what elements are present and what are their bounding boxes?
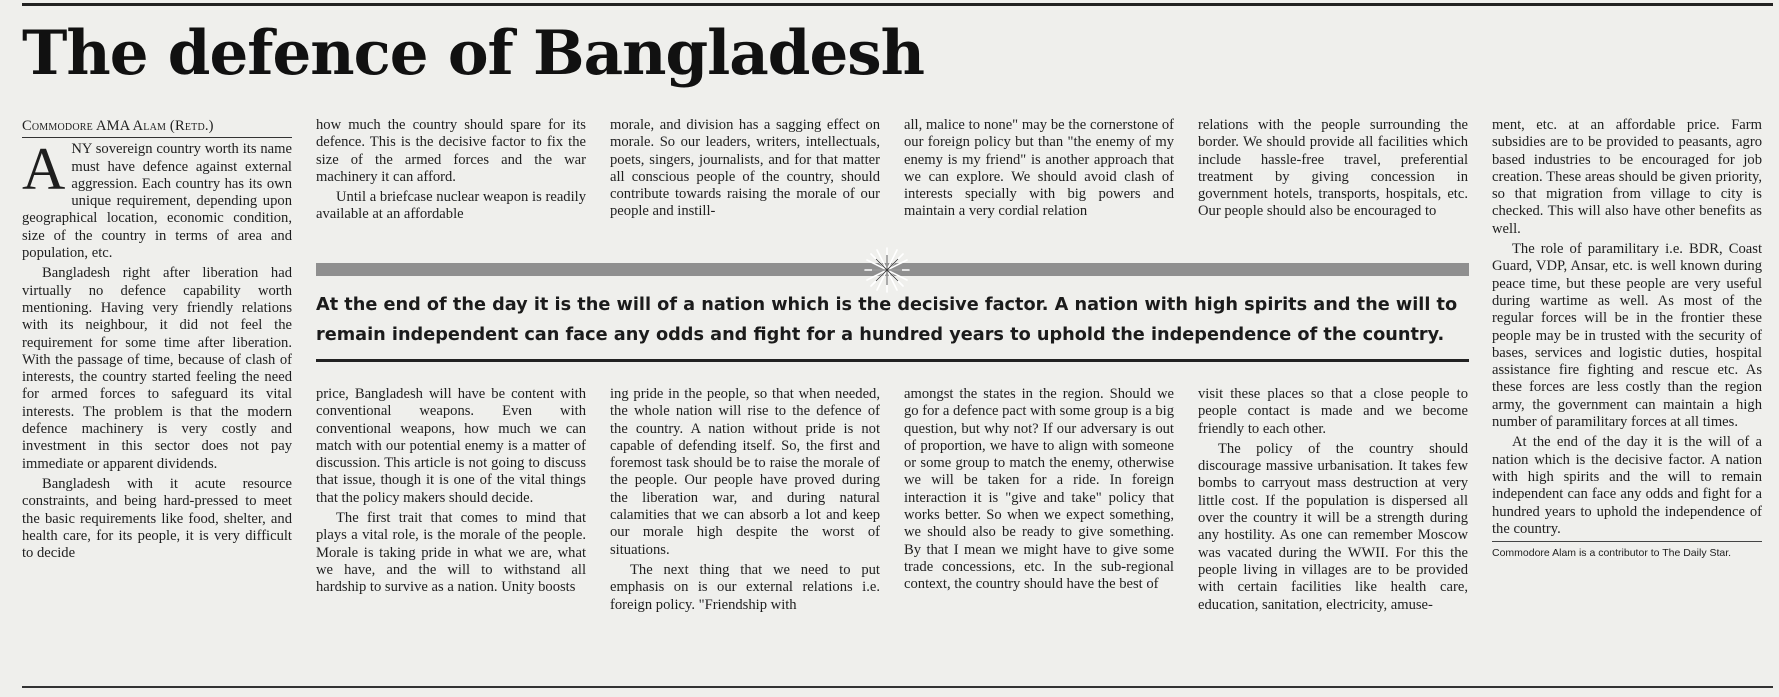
paragraph: amongst the states in the region. Should we go for a defence pact with some group is a big question, but why not? If our adversary is out of proportion, we have to align with someone or some group to match the enemy, otherwise we will be taken for a ride. In foreign interaction it is "give and take" policy that works better. So when we expect something, we should also be ready to give something. By that I mean we might have to give some trade concessions, etc. In the sub-regional context, the country should have the best of <box>904 386 1174 593</box>
column-4-bottom <box>904 386 1174 686</box>
paragraph: price, Bangladesh will have be content with conventional weapons. Even with conventional weapons, how much we can match with our potential enemy is a matter of discussion. This article is not going to discuss that issue, though it is one of the vital things that the policy makers should decide. <box>316 386 586 506</box>
pullquote-rule <box>316 359 1469 362</box>
bottom-rule <box>22 686 1773 688</box>
column-3-bottom <box>610 386 880 686</box>
column-1 <box>22 118 292 688</box>
column-4-top <box>904 117 1174 257</box>
headline: The defence of Bangladesh <box>22 18 924 89</box>
paragraph: The role of paramilitary i.e. BDR, Coast Guard, VDP, Ansar, etc. is well known during peace time, but these people are very useful during wartime as well. As most of the regular forces will be in the frontier these people may be in trusted with the security of bases, services and logistic duties, hospital assistance fire fighting and rescue etc. As these forces are less costly than the region army, the government can maintain a high number of paramilitary forces at all times. <box>1492 241 1762 431</box>
paragraph: relations with the people surrounding the border. We should provide all facilities which include hassle-free travel, preferential treatment by giving concession in government hotels, transports, hospitals, etc. Our people should also be encouraged to <box>1198 117 1468 220</box>
column-3-top <box>610 117 880 257</box>
paragraph: Bangladesh with it acute resource constraints, and being hard-pressed to meet the basic requirements like food, shelter, and health care, for its people, it is very difficult to decide <box>22 475 292 562</box>
column-5-top <box>1198 117 1468 257</box>
column-6 <box>1492 117 1762 687</box>
column-2-top <box>316 117 586 257</box>
byline: Commodore AMA Alam (Retd.) <box>22 118 292 138</box>
paragraph: how much the country should spare for its defence. This is the decisive factor to fix the size of the armed forces and the war machinery it can afford. <box>316 117 586 185</box>
paragraph: The first trait that comes to mind that plays a vital role, is the morale of the people. Morale is taking pride in what we are, what we have, and the will to withstand all hardship to survive as a nation. Unity boosts <box>316 510 586 596</box>
paragraph: The policy of the country should discourage massive urbanisation. It takes few bombs to carryout mass destruction at very little cost. If the population is dispersed all over the country it will be a strength during any hostility. As one can remember Moscow was vacated during the WWII. For this the people living in villages are to be provided with certain facilities like health care, education, sanitation, electricity, amuse- <box>1198 440 1468 613</box>
paragraph: visit these places so that a close people to people contact is made and we become friendly to each other. <box>1198 386 1468 437</box>
paragraph: morale, and division has a sagging effect on morale. So our leaders, writers, intellectuals, poets, singers, journalists, and for that matter all conscious people of the country, should contribute towards raising the morale of our people and instill- <box>610 117 880 220</box>
column-2-bottom <box>316 386 586 686</box>
drop-cap: A <box>22 136 66 203</box>
starburst-icon <box>862 245 912 295</box>
paragraph: ment, etc. at an affordable price. Farm subsidies are to be provided to peasants, agro based industries to be encouraged for job creation. These areas should be given priority, so that migration from village to city is checked. This will also have other benefits as well. <box>1492 117 1762 237</box>
column-5-bottom <box>1198 386 1468 686</box>
paragraph: ing pride in the people, so that when needed, the whole nation will rise to the defence of the country. A nation without pride is not capable of defending itself. So, the first and foremost task should be to raise the morale of the people. Our people have proved during the liberation war, and during natural calamities that we can absorb a lot and keep our morale high despite the worst of situations. <box>610 386 880 558</box>
pull-quote: At the end of the day it is the will of a nation which is the decisive factor. A nation with high spirits and the will to remain independent can face any odds and fight for a hundred years to uphold the independence of the country. <box>316 295 1458 345</box>
paragraph: Bangladesh right after liberation had virtually no defence capability worth mentioning. Having very friendly relations with its neighbour, it did not feel the requirement for some time after liberation. With the passage of time, because of clash of interests, the country started feeling the need for armed forces to safeguard its vital interests. The problem is that the modern defence machinery is very costly and investment in this sector does not pay immediate or apparent dividends. <box>22 265 292 472</box>
contributor-note: Commodore Alam is a contributor to The Daily Star. <box>1492 541 1762 560</box>
paragraph: ANY sovereign country worth its name must have defence against external aggression. Each country has its own unique requirement, depending upon geographical location, economic condition, size of the country in terms of area and population, etc. <box>22 136 292 262</box>
paragraph: At the end of the day it is the will of a nation which is the decisive factor. A nation with high spirits and the will to remain independent can face any odds and fight for a hundred years to uphold the independence of the country. <box>1492 434 1762 537</box>
paragraph: Until a briefcase nuclear weapon is readily available at an affordable <box>316 189 586 223</box>
top-rule <box>22 3 1773 6</box>
paragraph: all, malice to none" may be the cornerstone of our foreign policy but than "the enemy of my enemy is my friend" is another approach that we can explore. We should avoid clash of interests specially with big powers and maintain a very cordial relation <box>904 117 1174 220</box>
paragraph: The next thing that we need to put emphasis on is our external relations i.e. foreign policy. "Friendship with <box>610 561 880 613</box>
